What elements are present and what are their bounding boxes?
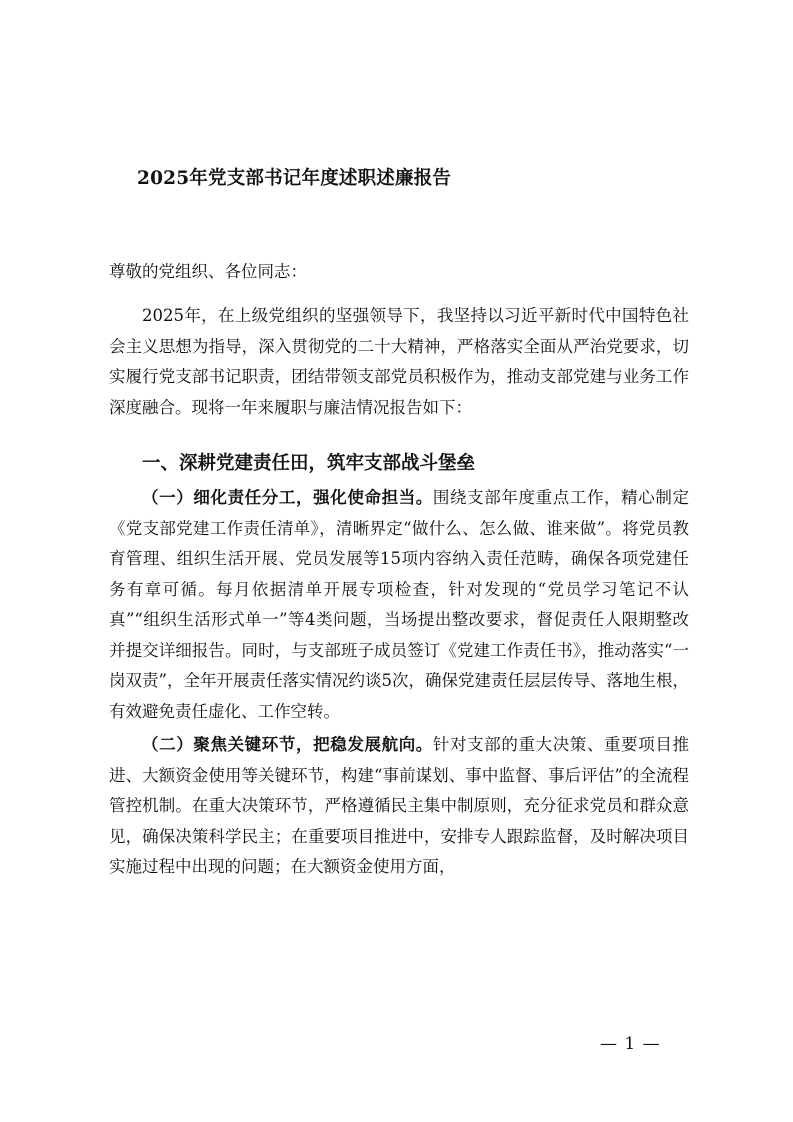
- intro-paragraph: 2025年，在上级党组织的坚强领导下，我坚持以习近平新时代中国特色社会主义思想为指导，深入贯彻党的二十大精神，严格落实全面从严治党要求，切实履行党支部书记职责，团结带领支部党员积极作为，推动支部党建与业务工作深度融合。现将一年来履职与廉洁情况报告如下：: [109, 306, 689, 417]
- subsection-1-paragraph: [109, 483, 689, 727]
- subsection-2-heading: （二）聚焦关键环节，把稳发展航向。: [142, 735, 433, 754]
- subsection-1-heading: （一）细化责任分工，强化使命担当。: [142, 488, 433, 507]
- section-heading-1: 一、深耕党建责任田，筑牢支部战斗堡垒: [142, 453, 476, 474]
- subsection-2-paragraph: [109, 730, 689, 883]
- subsection-1-text: 围绕支部年度重点工作，精心制定《党支部党建工作责任清单》，清晰界定“做什么、怎么做、谁来做”。将党员教育管理、组织生活开展、党员发展等15项内容纳入责任范畴，确保各项党建任务有章可循。每月依据清单开展专项检查，针对发现的“党员学习笔记不认真”“组织生活形式单一”等4类问题，当场提出整改要求，督促责任人限期整改并提交详细报告。同时，与支部班子成员签订《党建工作责任书》，推动落实“一岗双责”，全年开展责任落实情况约谈5次，确保党建责任层层传导、落地生根，有效避免责任虚化、工作空转。: [109, 488, 690, 721]
- salutation: 尊敬的党组织、各位同志：: [109, 262, 307, 281]
- document-title: 2025年党支部书记年度述职述廉报告: [137, 168, 452, 189]
- page-number: — 1 —: [600, 1034, 661, 1054]
- subsection-2-text: 针对支部的重大决策、重要项目推进、大额资金使用等关键环节，构建“事前谋划、事中监督、事后评估”的全流程管控机制。在重大决策环节，严格遵循民主集中制原则，充分征求党员和群众意见，确保决策科学民主；在重要项目推进中，安排专人跟踪监督，及时解决项目实施过程中出现的问题；在大额资金使用方面，: [109, 735, 690, 876]
